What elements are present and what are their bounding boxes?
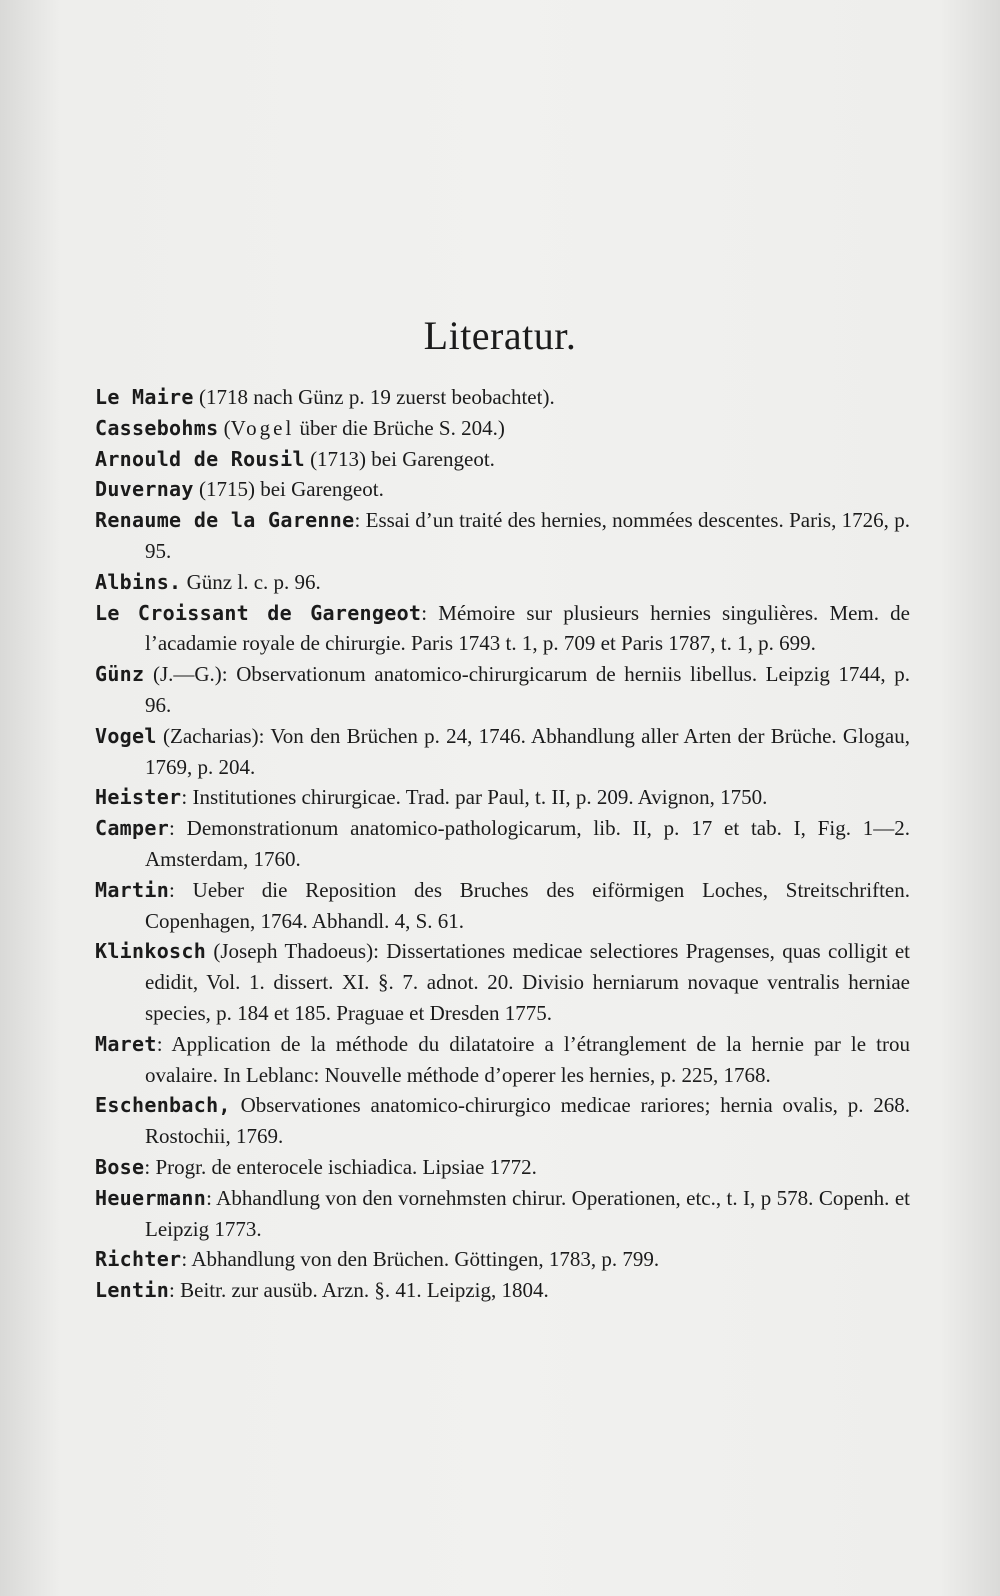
- reference-author: Bose: [95, 1154, 145, 1179]
- reference-text: : Beitr. zur ausüb. Arzn. §. 41. Leipzig, 1804.: [169, 1278, 549, 1303]
- reference-text: (1713) bei Garengeot.: [304, 446, 495, 471]
- reference-text: (J.—G.): Observationum anatomico-chirurgicarum de herniis libellus. Leipzig 1744, p. 96.: [144, 662, 910, 717]
- reference-entry: [95, 474, 910, 505]
- reference-entry: [95, 1090, 910, 1152]
- reference-text: (1715) bei Garengeot.: [193, 477, 384, 502]
- reference-entry: [95, 1275, 910, 1306]
- reference-entry: [95, 413, 910, 444]
- reference-author: Heuermann: [95, 1185, 207, 1210]
- reference-entry: [95, 936, 910, 1028]
- reference-author: Maret: [95, 1031, 157, 1056]
- reference-list: [95, 382, 910, 1306]
- reference-text: : Application de la méthode du dilatatoire a l’étranglement de la hernie par le trou ovalaire. In Leblanc: Nouvelle méthode d’operer les hernies, p. 225, 1768.: [145, 1031, 910, 1087]
- reference-entry: [95, 782, 910, 813]
- reference-text: (Zacharias): Von den Brüchen p. 24, 1746. Abhandlung aller Arten der Brüche. Glogau, 1769, p. 204.: [145, 723, 910, 779]
- reference-author: Vogel: [95, 723, 157, 748]
- reference-author: Le Croissant de Garengeot: [95, 600, 422, 625]
- reference-text: : Abhandlung von den Brüchen. Göttingen, 1783, p. 799.: [181, 1247, 660, 1272]
- reference-text: : Progr. de enterocele ischiadica. Lipsiae 1772.: [144, 1154, 537, 1179]
- reference-entry: [95, 598, 910, 660]
- reference-author: Renaume de la Garenne: [95, 508, 355, 533]
- reference-entry: [95, 382, 910, 413]
- reference-entry: [95, 1244, 910, 1275]
- reference-entry: [95, 659, 910, 721]
- reference-text: Günz l. c. p. 96.: [181, 569, 321, 594]
- reference-text: : Ueber die Reposition des Bruches des eiförmigen Loches, Streitschriften. Copenhagen, 1764. Abhandl. 4, S. 61.: [145, 877, 910, 933]
- reference-text: (: [218, 415, 231, 440]
- reference-author: Cassebohms: [95, 415, 219, 440]
- reference-text: Observationes anatomico-chirurgico medicae rariores; hernia ovalis, p. 268. Rostochii, 1769.: [145, 1093, 910, 1149]
- page-title: Literatur.: [423, 313, 577, 358]
- reference-author: Eschenbach,: [95, 1093, 231, 1118]
- reference-author: Le Maire: [95, 385, 194, 409]
- reference-author: Martin: [95, 877, 170, 902]
- reference-entry: [95, 505, 910, 567]
- reference-author: Richter: [95, 1247, 182, 1272]
- reference-entry: [95, 875, 910, 937]
- reference-author: Klinkosch: [95, 939, 207, 964]
- reference-author: Günz: [95, 662, 145, 687]
- reference-author: Lentin: [95, 1278, 170, 1303]
- reference-text: (1718 nach Günz p. 19 zuerst beobachtet).: [193, 385, 555, 409]
- reference-entry: [95, 567, 910, 598]
- reference-entry: [95, 1152, 910, 1183]
- reference-entry: [95, 813, 910, 875]
- reference-text: (Joseph Thadoeus): Dissertationes medicae selectiores Pragenses, quas colligit et edidit, Vol. 1. dissert. XI. §. 7. adnot. 20. Divisio herniarum novaque ventralis herniae species, p. 184 et 185. Praguae et Dresden 1775.: [145, 939, 910, 1025]
- reference-author: Arnould de Rousil: [95, 446, 305, 471]
- reference-entry: [95, 444, 910, 475]
- reference-entry: [95, 1029, 910, 1091]
- reference-text: : Mémoire sur plusieurs hernies singulières. Mem. de l’acadamie royale de chirurgie. Paris 1743 t. 1, p. 709 et Paris 1787, t. 1, p. 699.: [145, 600, 911, 656]
- reference-text: : Abhandlung von den vornehmsten chirur. Operationen, etc., t. I, p 578. Copenh. et Leipzig 1773.: [145, 1185, 910, 1241]
- reference-author: Albins.: [95, 569, 182, 594]
- reference-text: : Demonstrationum anatomico-pathologicarum, lib. II, p. 17 et tab. I, Fig. 1—2. Amsterdam, 1760.: [145, 816, 910, 871]
- reference-author: Camper: [95, 816, 170, 841]
- reference-entry: [95, 721, 910, 783]
- reference-author: Duvernay: [95, 477, 194, 502]
- reference-text-spaced: Vogel: [230, 415, 295, 440]
- reference-author: Heister: [95, 785, 182, 810]
- reference-text: : Essai d’un traité des hernies, nommées descentes. Paris, 1726, p. 95.: [145, 508, 911, 563]
- reference-entry: [95, 1183, 910, 1245]
- reference-text: über die Brüche S. 204.): [294, 415, 505, 440]
- reference-text: : Institutiones chirurgicae. Trad. par Paul, t. II, p. 209. Avignon, 1750.: [181, 785, 768, 810]
